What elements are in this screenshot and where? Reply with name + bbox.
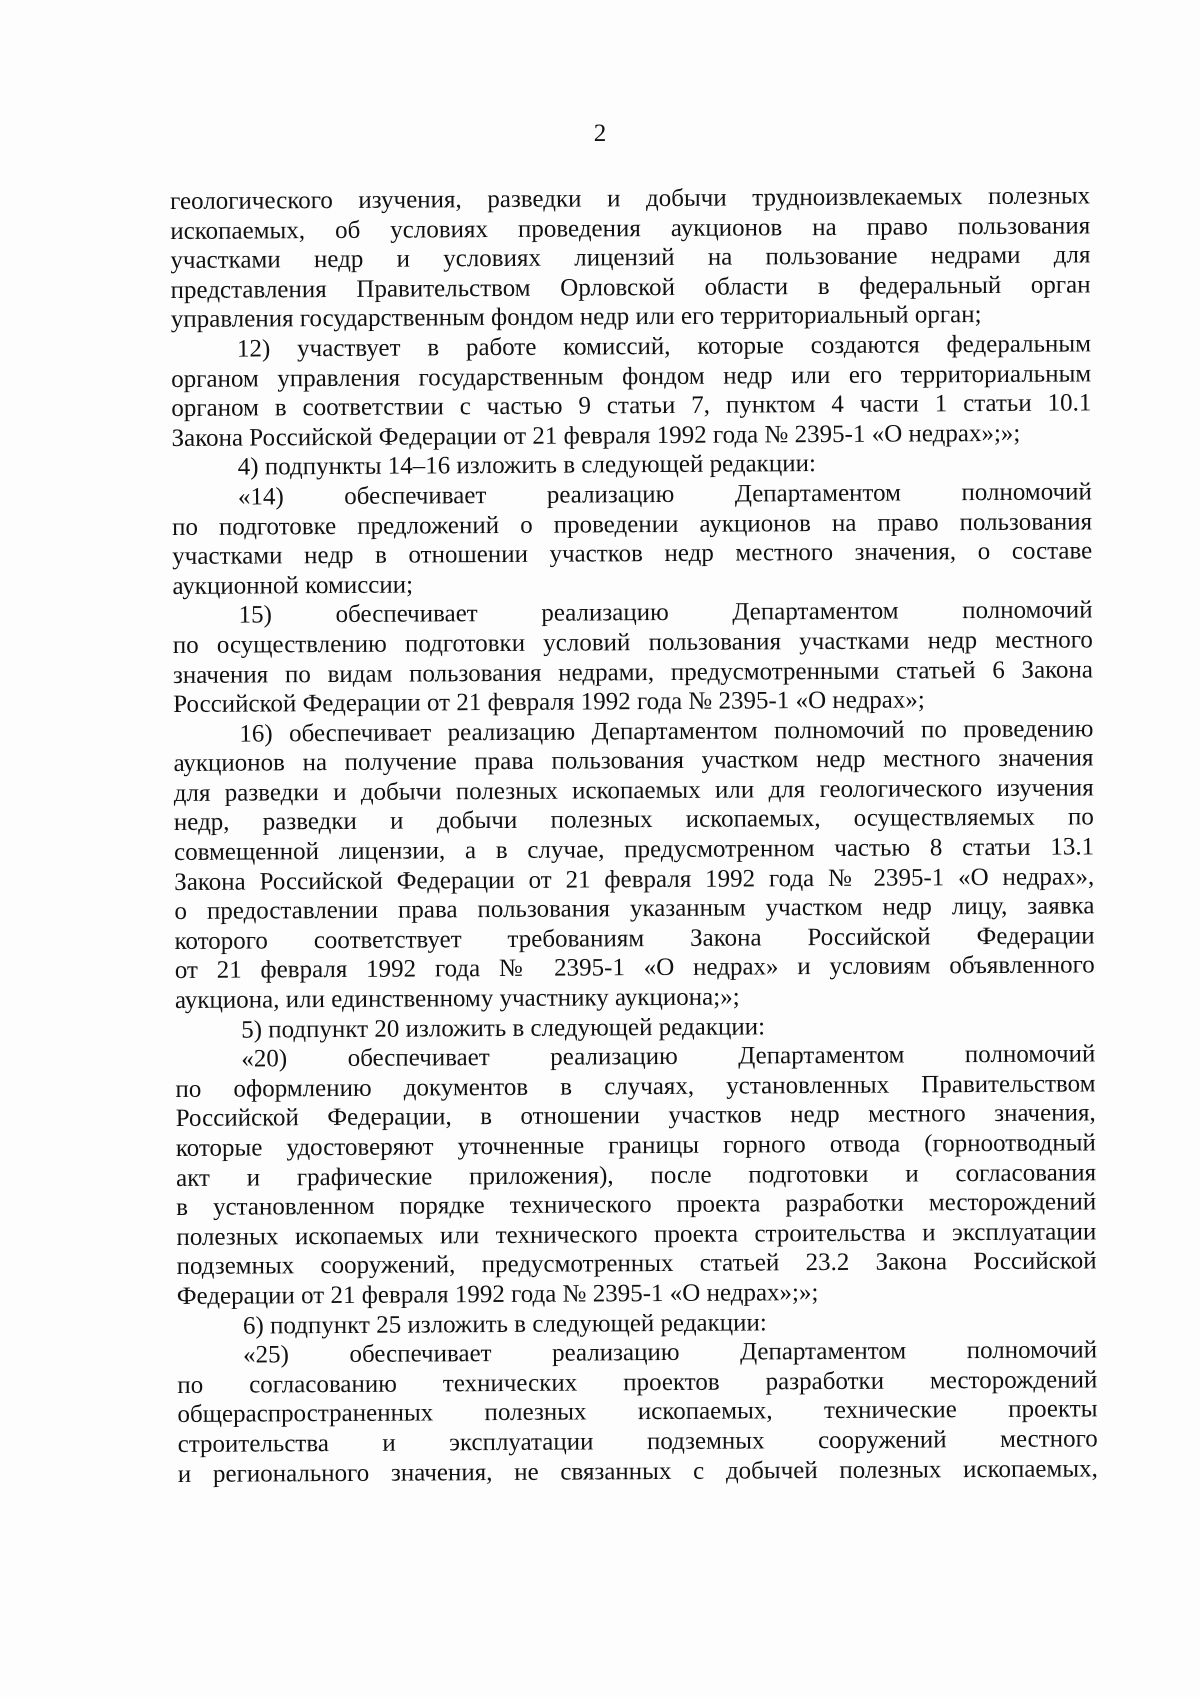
text-line: управления государственным фондом недр или его территориальный орган; [170, 301, 982, 334]
text-line: от 21 февраля 1992 года № 2395-1 «О недрах» и условиям объявленного [174, 951, 1095, 985]
text-line: геологического изучения, разведки и добычи трудноизвлекаемых полезных [170, 182, 1091, 215]
text-line: совмещенной лицензии, а в случае, предусмотренном частью 8 статьи 13.1 [173, 833, 1095, 867]
text-line: участками недр и условиях лицензий на пользование недрами для [170, 241, 1091, 275]
text-line: для разведки и добычи полезных ископаемых или для геологического изучения [173, 774, 1094, 807]
text-line: 12) участвует в работе комиссий, которые создаются федеральным [236, 330, 1092, 363]
page-number: 2 [593, 120, 607, 147]
text-line: в установленном порядке технического проекта разработки месторождений [176, 1188, 1097, 1222]
text-line: аукционов на получение права пользования участком недр местного значения [173, 744, 1094, 778]
text-line: Закона Российской Федерации от 21 февраля 1992 года № 2395-1 «О недрах»;»; [171, 419, 1021, 452]
text-line: 6) подпункт 25 изложить в следующей редакции: [242, 1308, 767, 1340]
text-line: органом в соответствии с частью 9 статьи 7, пунктом 4 части 1 статьи 10.1 [171, 389, 1092, 423]
text-line: и регионального значения, не связанных с добычей полезных ископаемых, [177, 1454, 1098, 1488]
text-line: о предоставлении права пользования указанным участком недр лицу, заявка [174, 892, 1095, 926]
text-line: подземных сооружений, предусмотренных статьей 23.2 Закона Российской [176, 1247, 1097, 1281]
text-line: 15) обеспечивает реализацию Департаментом полномочий [238, 596, 1093, 629]
text-line: 4) подпункты 14–16 изложить в следующей редакции: [237, 450, 816, 481]
text-line: по оформлению документов в случаях, установленных Правительством [175, 1070, 1096, 1103]
text-line: представления Правительством Орловской области в федеральный орган [170, 271, 1091, 304]
text-line: Российской Федерации от 21 февраля 1992 года № 2395-1 «О недрах»; [173, 686, 925, 719]
text-line: которого соответствует требованиям Закона Российской Федерации [174, 922, 1095, 955]
text-line: «25) обеспечивает реализацию Департаментом полномочий [243, 1336, 1098, 1369]
text-line: полезных ископаемых или технического проекта строительства и эксплуатации [176, 1218, 1097, 1251]
text-line: по подготовке предложений о проведении аукционов на право пользования [171, 507, 1093, 541]
text-line: аукционной комиссии; [172, 571, 414, 600]
text-line: по согласованию технических проектов разработки месторождений [177, 1366, 1098, 1399]
text-line: которые удостоверяют уточненные границы горного отвода (горноотводный [175, 1129, 1096, 1162]
text-line: 16) обеспечивает реализацию Департаментом полномочий по проведению [239, 715, 1094, 748]
text-line: акт и графические приложения), после подготовки и согласования [175, 1158, 1097, 1192]
text-line: значения по видам пользования недрами, предусмотренными статьей 6 Закона [172, 655, 1094, 689]
text-line: ископаемых, об условиях проведения аукционов на право пользования [170, 211, 1091, 245]
text-line: «20) обеспечивает реализацию Департаментом полномочий [241, 1040, 1096, 1073]
text-line: Федерации от 21 февраля 1992 года № 2395-1 «О недрах»;»; [176, 1279, 819, 1310]
text-line: по осуществлению подготовки условий пользования участками недр местного [172, 626, 1093, 659]
text-line: аукциона, или единственному участнику аукциона;»; [174, 983, 740, 1015]
text-line: «14) обеспечивает реализацию Департаментом полномочий [237, 478, 1092, 511]
text-line: строительства и эксплуатации подземных сооружений местного [177, 1425, 1098, 1458]
document-body [170, 181, 1098, 1489]
text-line: Закона Российской Федерации от 21 февраля 1992 года № 2395-1 «О недрах», [174, 863, 1095, 896]
text-line: 5) подпункт 20 изложить в следующей редакции: [241, 1013, 766, 1044]
text-line: недр, разведки и добычи полезных ископаемых, осуществляемых по [173, 803, 1094, 837]
text-line: органом управления государственным фондом недр или его территориальным [171, 359, 1092, 393]
text-line: Российской Федерации, в отношении участков недр местного значения, [175, 1099, 1096, 1133]
text-line: участками недр в отношении участков недр местного значения, о составе [172, 537, 1093, 571]
text-line: общераспространенных полезных ископаемых, технические проекты [177, 1395, 1098, 1429]
